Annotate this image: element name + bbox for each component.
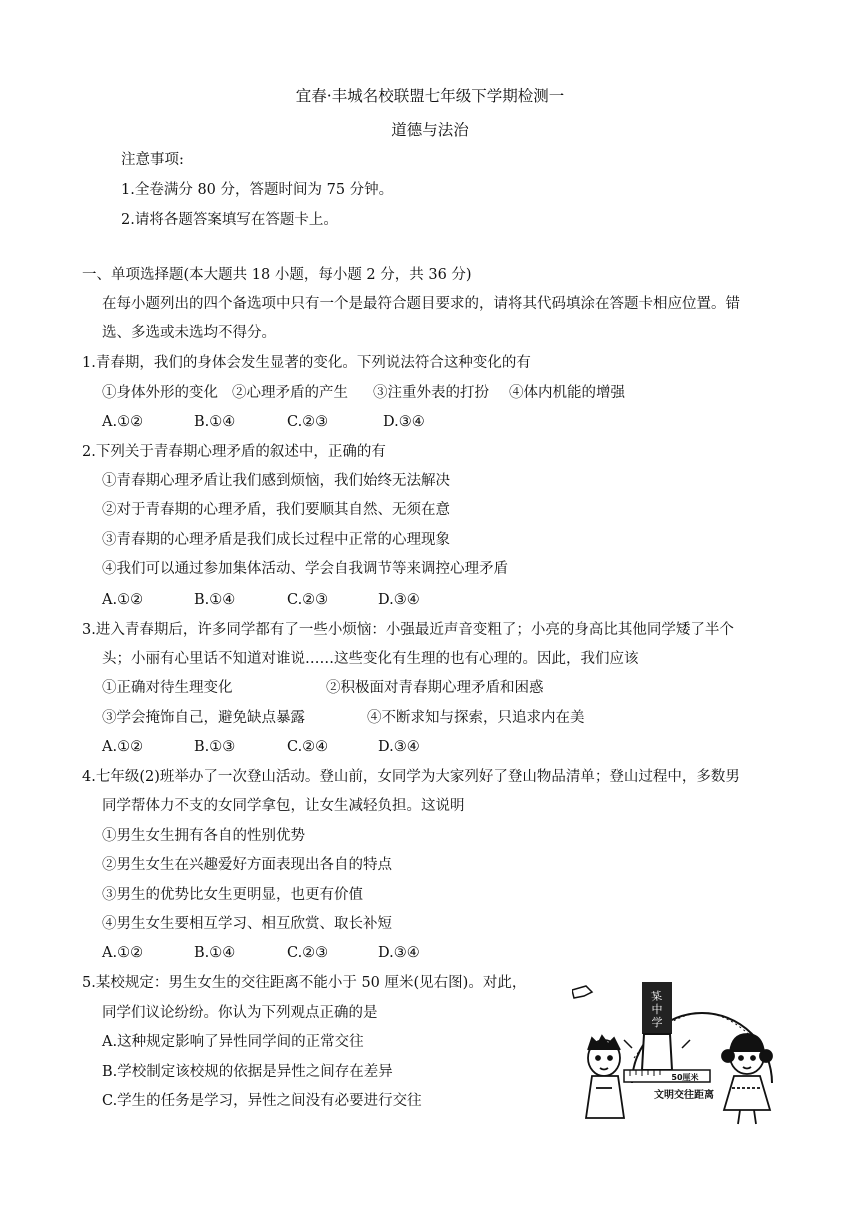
q4-option-d: D.③④ bbox=[378, 945, 420, 961]
q1-option-d: D.③④ bbox=[383, 414, 425, 430]
q5-option-c: C.学生的任务是学习，异性之间没有必要进行交往 bbox=[102, 1093, 422, 1109]
section-title: 一、单项选择题(本大题共 18 小题，每小题 2 分，共 36 分) bbox=[82, 267, 472, 283]
q5-stem-1: 5.某校规定：男生女生的交往距离不能小于 50 厘米(见右图)。对此， bbox=[82, 975, 527, 991]
q3-option-b: B.①③ bbox=[194, 739, 236, 755]
q2-option-c: C.②③ bbox=[287, 592, 329, 608]
notice-heading: 注意事项: bbox=[121, 152, 184, 168]
q2-statement-4: ④我们可以通过参加集体活动、学会自我调节等来调控心理矛盾 bbox=[102, 561, 508, 577]
q3-option-c: C.②④ bbox=[287, 739, 329, 755]
q4-statement-1: ①男生女生拥有各自的性别优势 bbox=[102, 828, 305, 844]
q3-statement-3: ③学会掩饰自己，避免缺点暴露 bbox=[102, 710, 305, 726]
cartoon-illustration bbox=[572, 978, 782, 1128]
girl-figure bbox=[722, 1034, 772, 1124]
sign-text-1: 某 bbox=[650, 989, 663, 1004]
exam-subject: 道德与法治 bbox=[391, 121, 469, 139]
q2-stem: 2.下列关于青春期心理矛盾的叙述中，正确的有 bbox=[82, 444, 386, 460]
q5-stem-2: 同学们议论纷纷。你认为下列观点正确的是 bbox=[102, 1005, 378, 1021]
q4-statement-3: ③男生的优势比女生更明显，也更有价值 bbox=[102, 887, 363, 903]
q2-statement-3: ③青春期的心理矛盾是我们成长过程中正常的心理现象 bbox=[102, 532, 450, 548]
exam-title: 宜春·丰城名校联盟七年级下学期检测一 bbox=[295, 87, 565, 105]
q3-stem-2: 头；小丽有心里话不知道对谁说……这些变化有生理的也有心理的。因此，我们应该 bbox=[102, 651, 639, 667]
q5-option-a: A.这种规定影响了异性同学间的正常交往 bbox=[102, 1034, 364, 1050]
q1-statement-1: ①身体外形的变化 bbox=[102, 385, 218, 401]
q3-option-d: D.③④ bbox=[378, 739, 420, 755]
boy-figure bbox=[586, 1036, 624, 1118]
q3-statement-2: ②积极面对青春期心理矛盾和困惑 bbox=[326, 680, 544, 696]
q1-option-b: B.①④ bbox=[194, 414, 236, 430]
q1-option-c: C.②③ bbox=[287, 414, 329, 430]
q3-statement-4: ④不断求知与探索，只追求内在美 bbox=[367, 710, 585, 726]
sign-text-3: 学 bbox=[651, 1016, 663, 1029]
q1-stem: 1.青春期，我们的身体会发生显著的变化。下列说法符合这种变化的有 bbox=[82, 355, 531, 371]
q2-statement-2: ②对于青春期的心理矛盾，我们要顺其自然、无须在意 bbox=[102, 502, 450, 518]
q1-option-a: A.①② bbox=[102, 414, 144, 430]
section-instruction-2: 选、多选或未选均不得分。 bbox=[102, 325, 276, 341]
notice-item-1: 1.全卷满分 80 分，答题时间为 75 分钟。 bbox=[121, 182, 394, 198]
q4-stem-1: 4.七年级(2)班举办了一次登山活动。登山前，女同学为大家列好了登山物品清单；登山过程中，多数男 bbox=[82, 769, 740, 785]
q2-option-a: A.①② bbox=[102, 592, 144, 608]
q3-option-a: A.①② bbox=[102, 739, 144, 755]
hand-icon bbox=[642, 1034, 672, 1070]
q2-option-d: D.③④ bbox=[378, 592, 420, 608]
ruler-label: 50厘米 bbox=[671, 1073, 699, 1082]
q4-stem-2: 同学帮体力不支的女同学拿包，让女生减轻负担。这说明 bbox=[102, 798, 465, 814]
q2-statement-1: ①青春期心理矛盾让我们感到烦恼，我们始终无法解决 bbox=[102, 473, 450, 489]
q4-option-b: B.①④ bbox=[194, 945, 236, 961]
notice-item-2: 2.请将各题答案填写在答题卡上。 bbox=[121, 212, 338, 228]
q3-statement-1: ①正确对待生理变化 bbox=[102, 680, 233, 696]
q4-statement-4: ④男生女生要相互学习、相互欣赏、取长补短 bbox=[102, 916, 392, 932]
q4-option-c: C.②③ bbox=[287, 945, 329, 961]
q4-statement-2: ②男生女生在兴趣爱好方面表现出各自的特点 bbox=[102, 857, 392, 873]
sign-text-2: 中 bbox=[651, 1003, 663, 1016]
q3-stem-1: 3.进入青春期后，许多同学都有了一些小烦恼：小强最近声音变粗了；小亮的身高比其他同学矮了半个 bbox=[82, 622, 734, 638]
q2-option-b: B.①④ bbox=[194, 592, 236, 608]
section-instruction-1: 在每小题列出的四个备选项中只有一个是最符合题目要求的，请将其代码填涂在答题卡相应位置。错 bbox=[102, 296, 740, 312]
hand-icon bbox=[572, 986, 592, 998]
q5-option-b: B.学校制定该校规的依据是异性之间存在差异 bbox=[102, 1064, 393, 1080]
q1-statement-4: ④体内机能的增强 bbox=[509, 385, 625, 401]
illustration-caption: 文明交往距离 bbox=[654, 1090, 714, 1101]
q4-option-a: A.①② bbox=[102, 945, 144, 961]
q1-statement-3: ③注重外表的打扮 bbox=[373, 385, 489, 401]
q1-statement-2: ②心理矛盾的产生 bbox=[232, 385, 348, 401]
